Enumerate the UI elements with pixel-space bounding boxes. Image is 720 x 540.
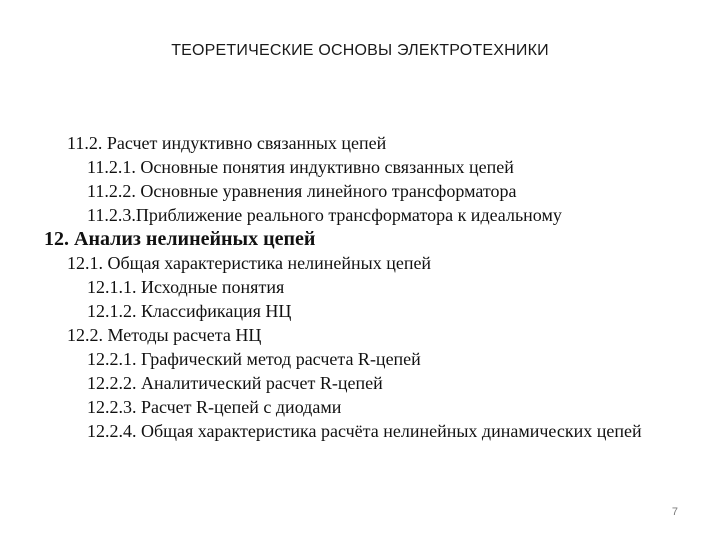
toc-item: 12.2.3. Расчет R-цепей с диодами: [87, 397, 342, 417]
slide-title: ТЕОРЕТИЧЕСКИЕ ОСНОВЫ ЭЛЕКТРОТЕХНИКИ: [171, 42, 549, 59]
toc-item: 11.2.3.Приближение реального трансформатора к идеальному: [87, 205, 562, 225]
toc-item: 12.1. Общая характеристика нелинейных цепей: [67, 253, 432, 273]
toc-item: 12.2.1. Графический метод расчета R-цепей: [87, 349, 421, 369]
toc-item: 12.1.2. Классификация НЦ: [87, 301, 292, 321]
toc-item: 11.2.1. Основные понятия индуктивно связанных цепей: [87, 157, 514, 177]
table-of-contents: [44, 131, 664, 443]
toc-item: 11.2.2. Основные уравнения линейного трансформатора: [87, 181, 517, 201]
toc-section-heading: 12. Анализ нелинейных цепей: [44, 228, 316, 250]
toc-item: 12.1.1. Исходные понятия: [87, 277, 285, 297]
toc-item: 11.2. Расчет индуктивно связанных цепей: [67, 133, 387, 153]
toc-item: 12.2. Методы расчета НЦ: [67, 325, 262, 345]
toc-item: 12.2.4. Общая характеристика расчёта нелинейных динамических цепей: [87, 421, 642, 441]
page-number: 7: [671, 506, 678, 518]
toc-item: 12.2.2. Аналитический расчет R-цепей: [87, 373, 383, 393]
